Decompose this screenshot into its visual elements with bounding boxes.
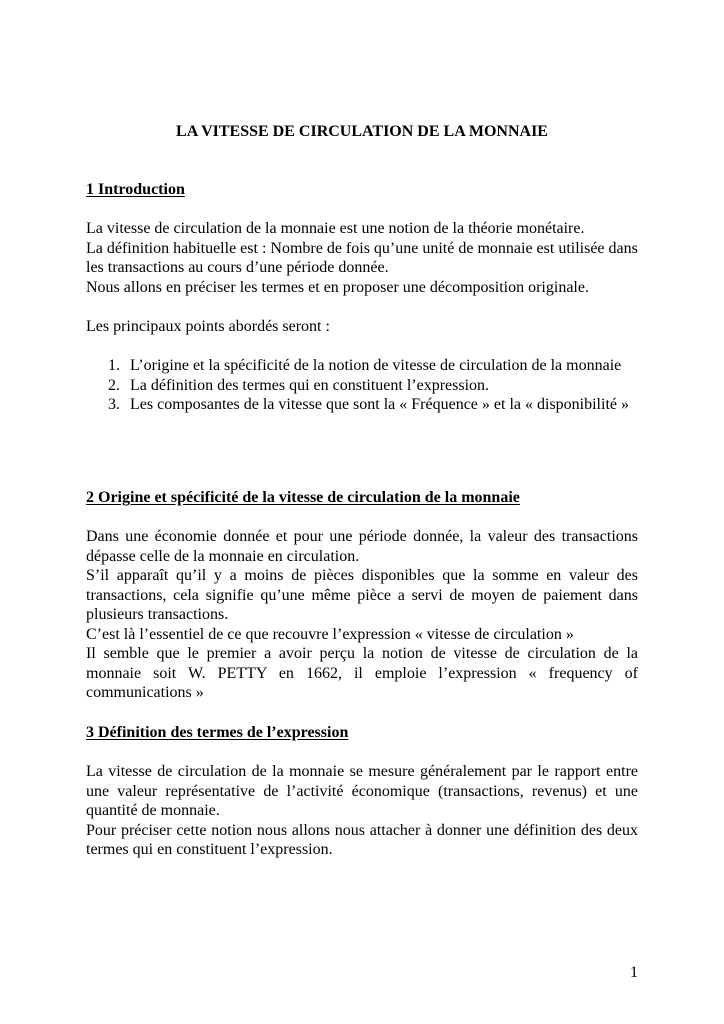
list-item (86, 395, 638, 415)
points-intro (86, 317, 638, 337)
list-item-text: La définition des termes qui en constituent l’expression. (130, 376, 490, 394)
points-list (86, 356, 638, 415)
list-item (86, 356, 638, 376)
paragraph: La vitesse de circulation de la monnaie est une notion de la théorie monétaire. (86, 220, 585, 237)
list-item-text: Les composantes de la vitesse que sont la « Fréquence » et la « disponibilité » (130, 396, 629, 413)
section-1-body (86, 219, 638, 297)
list-item-text: L’origine et la spécificité de la notion de vitesse de circulation de la monnaie (130, 357, 622, 374)
paragraph: Dans une économie donnée et pour une période donnée, la valeur des transactions dépasse celle de la monnaie en circulation. (86, 528, 638, 565)
section-3-heading: 3 Définition des termes de l’expression (86, 724, 349, 741)
paragraph: Nous allons en préciser les termes et en proposer une décomposition originale. (86, 278, 589, 296)
page-number: 1 (630, 964, 638, 981)
list-item-number: 3. (108, 396, 120, 413)
list-item (86, 376, 638, 396)
section-1-heading: 1 Introduction (86, 181, 185, 198)
paragraph: La définition habituelle est : Nombre de fois qu’une unité de monnaie est utilisée dans les transactions au cours d’une période donnée. (86, 239, 638, 276)
paragraph: Pour préciser cette notion nous allons nous attacher à donner une définition des deux termes qui en constituent l’expression. (86, 821, 638, 858)
paragraph: La vitesse de circulation de la monnaie se mesure généralement par le rapport entre une valeur représentative de l’activité économique (transactions, revenus) et une quantité de monnaie. (86, 763, 638, 819)
section-3-body (86, 762, 638, 860)
section-2-body (86, 527, 638, 703)
paragraph: Il semble que le premier a avoir perçu la notion de vitesse de circulation de la monnaie soit W. PETTY en 1662, il emploie l’expression « frequency of communications » (86, 645, 638, 701)
list-item-number: 2. (108, 376, 120, 394)
document-title: LA VITESSE DE CIRCULATION DE LA MONNAIE (176, 123, 548, 140)
paragraph: Les principaux points abordés seront : (86, 318, 330, 335)
paragraph: S’il apparaît qu’il y a moins de pièces disponibles que la somme en valeur des transactions, cela signifie qu’une même pièce a servi de moyen de paiement dans plusieurs transactions. (86, 567, 638, 623)
list-item-number: 1. (108, 357, 120, 374)
paragraph: C’est là l’essentiel de ce que recouvre l’expression « vitesse de circulation » (86, 625, 574, 643)
section-2-heading: 2 Origine et spécificité de la vitesse de circulation de la monnaie (86, 489, 520, 506)
